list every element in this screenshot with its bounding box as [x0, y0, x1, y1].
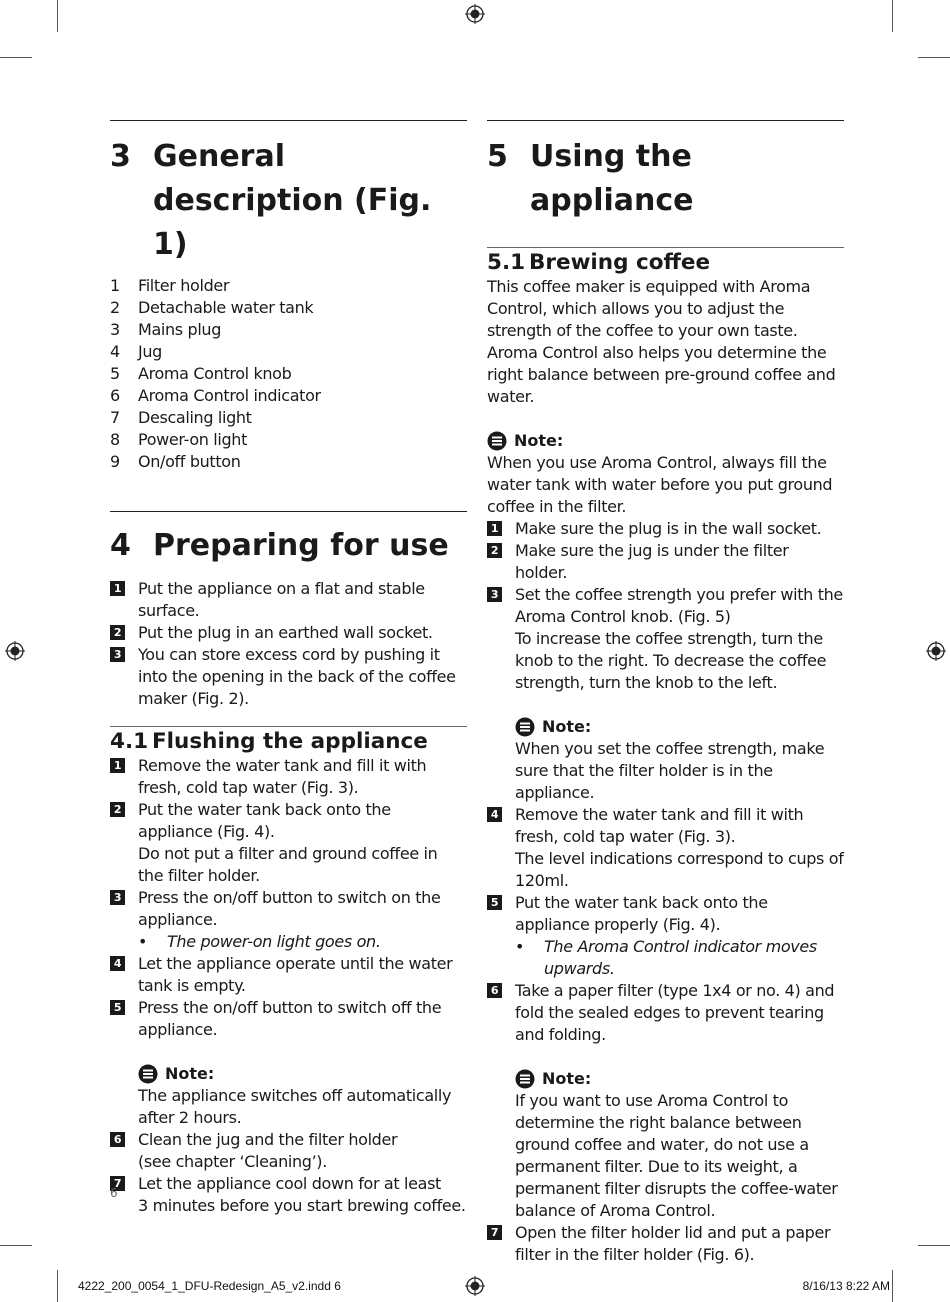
note-icon [487, 431, 507, 451]
section-3-heading: 3 General description (Fig. 1) [110, 139, 432, 262]
footer-date: 8/16/13 8:22 AM [802, 1279, 890, 1293]
crop-mark [57, 1270, 58, 1302]
list-item: 1 Filter holder [110, 276, 230, 295]
step: 6 Clean the jug and the filter holder (see chapter ‘Cleaning’). [110, 1129, 467, 1173]
step: 7 Open the filter holder lid and put a paper filter in the filter holder (Fig. 6). [487, 1222, 844, 1266]
right-column [487, 120, 844, 1266]
crop-mark [892, 0, 893, 32]
crop-mark [892, 1270, 893, 1302]
step: 4 Let the appliance operate until the water tank is empty. [110, 953, 467, 997]
step: 6 Take a paper filter (type 1x4 or no. 4) and fold the sealed edges to prevent tearing and folding. [487, 980, 844, 1046]
note-block: Note: When you use Aroma Control, always fill the water tank with water before you put ground coffee in the filter. [487, 431, 833, 516]
section-4-1-heading: 4.1 Flushing the appliance [110, 729, 428, 754]
note-block: Note: The appliance switches off automatically after 2 hours. [138, 1064, 452, 1127]
parts-list [110, 275, 467, 473]
list-item: 9 On/off button [110, 452, 241, 471]
step: 4 Remove the water tank and fill it with fresh, cold tap water (Fig. 3). The level indications correspond to cups of 120ml. [487, 804, 844, 892]
step: 2 Put the plug in an earthed wall socket. [110, 622, 467, 644]
footer-filename: 4222_200_0054_1_DFU-Redesign_A5_v2.indd 6 [78, 1279, 341, 1293]
section-5-1-heading: 5.1 Brewing coffee [487, 250, 711, 275]
section-rule [110, 511, 467, 512]
step: 3 Set the coffee strength you prefer with the Aroma Control knob. (Fig. 5) To increase the coffee strength, turn the knob to the right. To decrease the coffee strength, turn the knob to the left. [487, 584, 844, 694]
step: 1 Remove the water tank and fill it with fresh, cold tap water (Fig. 3). [110, 755, 467, 799]
section-5-heading: 5 Using the appliance [487, 139, 694, 218]
list-item: 8 Power-on light [110, 430, 247, 449]
result-bullet: • The Aroma Control indicator moves upwards. [515, 937, 817, 978]
list-item: 3 Mains plug [110, 320, 222, 339]
note-icon [138, 1064, 158, 1084]
page-number: 6 [110, 1186, 118, 1200]
registration-mark-icon [5, 641, 25, 661]
list-item: 4 Jug [110, 342, 162, 361]
step: 7 Let the appliance cool down for at least 3 minutes before you start brewing coffee. [110, 1173, 467, 1217]
registration-mark-icon [465, 4, 485, 24]
step: 2 Put the water tank back onto the appliance (Fig. 4). Do not put a filter and ground coffee in the filter holder. [110, 799, 467, 887]
registration-mark-icon [926, 641, 946, 661]
step: 1 Put the appliance on a flat and stable surface. [110, 578, 467, 622]
section-rule [487, 120, 844, 121]
list-item: 7 Descaling light [110, 408, 252, 427]
crop-mark [918, 1245, 950, 1246]
note-block: Note: If you want to use Aroma Control to determine the right balance between ground coffee and water, do not use a permanent filter. Due to its weight, a permanent filter disrupts the coffee-water balance of Aroma Control. [515, 1069, 838, 1220]
subsection-rule [487, 247, 844, 248]
subsection-rule [110, 726, 467, 727]
step: 1 Make sure the plug is in the wall socket. [487, 518, 844, 540]
step: 3 Press the on/off button to switch on the appliance. • The power-on light goes on. [110, 887, 467, 953]
note-block: Note: When you set the coffee strength, make sure that the filter holder is in the appliance. [515, 717, 825, 802]
step: 2 Make sure the jug is under the filter holder. [487, 540, 844, 584]
note-icon [515, 1069, 535, 1089]
crop-mark [918, 57, 950, 58]
list-item: 2 Detachable water tank [110, 298, 314, 317]
result-bullet: • The power-on light goes on. [138, 932, 381, 951]
step: 5 Press the on/off button to switch off the appliance. [110, 997, 467, 1041]
section-4-heading: 4 Preparing for use [110, 528, 449, 563]
list-item: 5 Aroma Control knob [110, 364, 292, 383]
step: 5 Put the water tank back onto the appliance properly (Fig. 4). • The Aroma Control indicator moves upwards. [487, 892, 844, 980]
left-column [110, 120, 467, 1217]
crop-mark [0, 57, 32, 58]
crop-mark [57, 0, 58, 32]
registration-mark-icon [465, 1276, 485, 1296]
crop-mark [0, 1245, 32, 1246]
step: 3 You can store excess cord by pushing it into the opening in the back of the coffee maker (Fig. 2). [110, 644, 467, 710]
section-rule [110, 120, 467, 121]
intro-paragraph: This coffee maker is equipped with Aroma Control, which allows you to adjust the strength of the coffee to your own taste. Aroma Control also helps you determine the right balance between pre-ground coffee and water. [487, 277, 836, 406]
list-item: 6 Aroma Control indicator [110, 386, 321, 405]
note-icon [515, 717, 535, 737]
